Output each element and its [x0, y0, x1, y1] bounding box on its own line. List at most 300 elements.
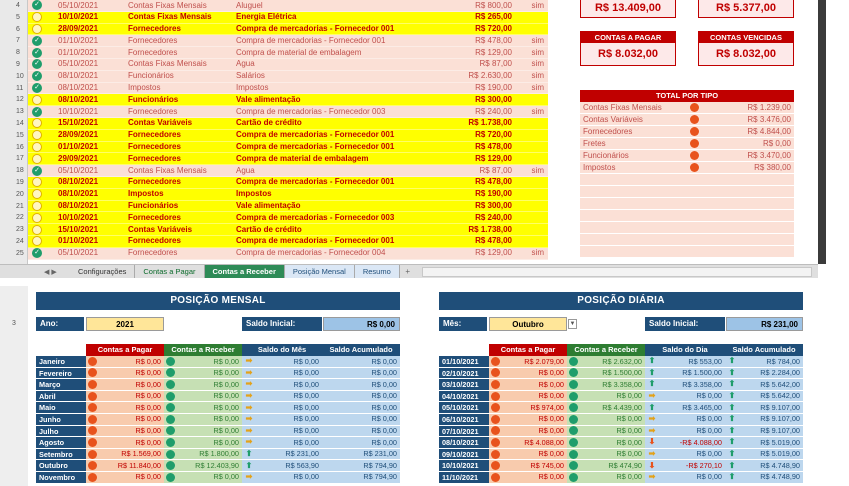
- row-number: 14: [16, 119, 24, 127]
- tipo-name: Contas Fixas Mensais: [583, 103, 662, 112]
- ledger-description: Compra de mercadorias - Fornecedor 001: [236, 35, 386, 45]
- paid-check-icon[interactable]: ✓: [32, 48, 42, 58]
- saldo-inicial-diario-input[interactable]: R$ 231,00: [726, 317, 803, 331]
- pending-circle-icon[interactable]: [32, 12, 42, 22]
- ledger-value: R$ 478,00: [475, 177, 512, 187]
- ledger-date: 28/09/2021: [58, 24, 99, 34]
- ledger-row[interactable]: [28, 201, 548, 213]
- ledger-description: Compra de mercadorias - Fornecedor 004: [236, 248, 386, 258]
- ledger-row[interactable]: [28, 0, 548, 12]
- row-number: 18: [16, 167, 24, 175]
- arrow-up-icon: ⬆: [728, 414, 736, 424]
- red-circle-icon: [491, 392, 500, 401]
- contas-a-receber-value: R$ 0,00: [213, 391, 239, 401]
- paid-check-icon[interactable]: ✓: [32, 71, 42, 81]
- contas-a-pagar-value: R$ 0,00: [538, 414, 564, 424]
- saldo-acumulado-cell: [725, 426, 803, 437]
- contas-a-receber-cell: [567, 460, 645, 471]
- ledger-description: Agua: [236, 59, 255, 69]
- position-row-label: Julho: [36, 426, 86, 437]
- tipo-value: R$ 3.476,00: [747, 115, 791, 124]
- contas-a-receber-value: R$ 2.632,00: [602, 356, 642, 366]
- saldo-cell: [242, 391, 322, 402]
- contas-a-receber-cell: [567, 437, 645, 448]
- row-number: 8: [16, 49, 20, 57]
- tipo-row: [580, 162, 794, 174]
- ledger-row[interactable]: [28, 94, 548, 106]
- posicao-diaria-table: [439, 344, 803, 484]
- ledger-row[interactable]: [28, 83, 548, 95]
- contas-a-receber-cell: [567, 449, 645, 460]
- arrow-side-icon: ➡: [648, 449, 656, 459]
- add-sheet-icon[interactable]: +: [405, 267, 411, 276]
- saldo-acumulado-cell: [725, 460, 803, 471]
- tipo-name: Funcionários: [583, 151, 629, 160]
- saldo-acumulado-cell: [725, 356, 803, 367]
- position-row: [439, 426, 803, 438]
- ledger-date: 15/10/2021: [58, 118, 99, 128]
- tab-contas-a-receber[interactable]: Contas a Receber: [205, 265, 285, 278]
- horizontal-scrollbar[interactable]: [422, 267, 812, 277]
- ledger-paid-flag: sim: [531, 83, 544, 93]
- pending-circle-icon[interactable]: [32, 130, 42, 140]
- ledger-row[interactable]: [28, 35, 548, 47]
- saldo-acumulado-value: R$ 0,00: [371, 391, 397, 401]
- arrow-side-icon: ➡: [245, 367, 253, 377]
- pending-circle-icon[interactable]: [32, 177, 42, 187]
- contas-a-pagar-cell: [489, 356, 567, 367]
- ledger-type: Fornecedores: [128, 47, 178, 57]
- ledger-value: R$ 2.630,00: [468, 71, 512, 81]
- ledger-type: Fornecedores: [128, 142, 181, 152]
- saldo-acumulado-value: R$ 0,00: [371, 414, 397, 424]
- red-circle-icon: [491, 368, 500, 377]
- saldo-acumulado-cell: [322, 472, 400, 483]
- saldo-acumulado-value: R$ 0,00: [371, 368, 397, 378]
- position-row-label: 08/10/2021: [439, 437, 489, 448]
- ledger-row[interactable]: [28, 224, 548, 236]
- saldo-cell: [242, 414, 322, 425]
- ledger-value: R$ 1.738,00: [468, 224, 512, 234]
- tipo-name: Impostos: [583, 163, 616, 172]
- row-number: 11: [16, 84, 24, 92]
- pending-circle-icon[interactable]: [32, 236, 42, 246]
- ledger-value: R$ 300,00: [475, 94, 512, 104]
- saldo-value: R$ 563,90: [285, 460, 319, 470]
- ledger-row[interactable]: [28, 106, 548, 118]
- tab-nav-arrows-icon[interactable]: ◀ ▶: [44, 268, 57, 276]
- vertical-scrollbar[interactable]: [818, 0, 826, 264]
- paid-check-icon[interactable]: ✓: [32, 0, 42, 10]
- position-row: [36, 402, 400, 414]
- ledger-type: Contas Fixas Mensais: [128, 59, 207, 69]
- tipo-value: R$ 4.844,00: [747, 127, 791, 136]
- ledger-description: Vale alimentação: [236, 94, 301, 104]
- contas-a-receber-value: R$ 0,00: [616, 472, 642, 482]
- position-row: [36, 472, 400, 484]
- green-circle-icon: [166, 415, 175, 424]
- position-row-label: 02/10/2021: [439, 368, 489, 379]
- row-number: 3: [12, 320, 16, 327]
- green-circle-icon: [166, 380, 175, 389]
- saldo-value: R$ 0,00: [293, 379, 319, 389]
- position-row-label: 09/10/2021: [439, 449, 489, 460]
- position-row-label: Junho: [36, 414, 86, 425]
- contas-a-receber-cell: [164, 472, 242, 483]
- ledger-row[interactable]: [28, 165, 548, 177]
- ledger-type: Funcionários: [128, 201, 179, 211]
- summary-card-right: [698, 0, 794, 18]
- pending-circle-icon[interactable]: [32, 225, 42, 235]
- green-circle-icon: [569, 473, 578, 482]
- position-row: [36, 449, 400, 461]
- ano-input[interactable]: 2021: [86, 317, 164, 331]
- pending-circle-icon[interactable]: [32, 95, 42, 105]
- saldo-cell: [242, 379, 322, 390]
- tipo-row: [580, 114, 794, 126]
- contas-a-receber-value: R$ 0,00: [213, 414, 239, 424]
- paid-check-icon[interactable]: ✓: [32, 83, 42, 93]
- ledger-row[interactable]: [28, 59, 548, 71]
- arrow-up-icon: ⬆: [728, 437, 736, 447]
- tipo-row: [580, 150, 794, 162]
- ledger-date: 08/10/2021: [58, 94, 99, 104]
- contas-a-receber-value: R$ 474,90: [608, 460, 642, 470]
- ledger-date: 01/10/2021: [58, 47, 99, 57]
- ledger-description: Vale alimentação: [236, 201, 301, 211]
- ledger-value: R$ 1.738,00: [468, 118, 512, 128]
- tab-configuracoes[interactable]: Configurações: [70, 265, 135, 278]
- ledger-row[interactable]: [28, 12, 548, 24]
- arrow-up-icon: ⬆: [728, 425, 736, 435]
- green-circle-icon: [569, 403, 578, 412]
- saldo-acumulado-value: R$ 5.642,00: [760, 379, 800, 389]
- row-headers: [0, 0, 28, 264]
- ledger-row[interactable]: [28, 24, 548, 36]
- contas-a-receber-value: R$ 3.358,00: [602, 379, 642, 389]
- saldo-acumulado-value: R$ 5.642,00: [760, 391, 800, 401]
- arrow-up-icon: ⬆: [728, 449, 736, 459]
- ledger-type: Impostos: [128, 189, 164, 199]
- ledger-row[interactable]: [28, 130, 548, 142]
- red-circle-icon: [88, 368, 97, 377]
- row-number: 25: [16, 249, 24, 257]
- ledger-description: Compra de mercadorias - Fornecedor 001: [236, 142, 395, 152]
- saldo-cell: [645, 356, 725, 367]
- ledger-date: 05/10/2021: [58, 59, 99, 69]
- ledger-date: 05/10/2021: [58, 248, 99, 258]
- saldo-acumulado-cell: [322, 379, 400, 390]
- contas-a-receber-value: R$ 0,00: [213, 426, 239, 436]
- ledger-description: Compra de mercadorias - Fornecedor 003: [236, 106, 386, 116]
- saldo-acumulado-value: R$ 9.107,00: [760, 402, 800, 412]
- arrow-up-icon: ⬆: [728, 460, 736, 470]
- mes-select[interactable]: Outubro: [489, 317, 567, 331]
- red-circle-icon: [491, 438, 500, 447]
- paid-check-icon[interactable]: ✓: [32, 36, 42, 46]
- contas-a-receber-cell: [164, 449, 242, 460]
- contas-a-pagar-cell: [86, 379, 164, 390]
- arrow-side-icon: ➡: [245, 425, 253, 435]
- total-por-tipo-table: [580, 90, 794, 258]
- saldo-value: R$ 0,00: [696, 449, 722, 459]
- ledger-row[interactable]: [28, 177, 548, 189]
- ledger-value: R$ 720,00: [475, 24, 512, 34]
- contas-vencidas-value: R$ 8.032,00: [716, 48, 776, 60]
- row-number: 17: [16, 155, 24, 163]
- contas-a-receber-cell: [164, 414, 242, 425]
- ledger-description: Compra de material de embalagem: [236, 153, 369, 163]
- position-row: [439, 472, 803, 484]
- saldo-value: R$ 0,00: [696, 472, 722, 482]
- saldo-acumulado-cell: [725, 368, 803, 379]
- contas-a-receber-value: R$ 0,00: [213, 368, 239, 378]
- ledger-paid-flag: sim: [531, 35, 544, 45]
- ledger-date: 05/10/2021: [58, 165, 99, 175]
- ledger-row[interactable]: [28, 236, 548, 248]
- position-row: [36, 437, 400, 449]
- pending-circle-icon[interactable]: [32, 213, 42, 223]
- pending-circle-icon[interactable]: [32, 189, 42, 199]
- saldo-acumulado-value: R$ 2.284,00: [760, 368, 800, 378]
- ledger-value: R$ 190,00: [475, 83, 512, 93]
- row-number: 20: [16, 190, 24, 198]
- contas-a-pagar-label: CONTAS A PAGAR: [581, 32, 675, 43]
- header-contas-a-receber: Contas a Receber: [164, 344, 242, 356]
- ledger-row[interactable]: [28, 142, 548, 154]
- ledger-row[interactable]: [28, 248, 548, 260]
- contas-a-pagar-value: R$ 0,00: [538, 426, 564, 436]
- position-row-label: Março: [36, 379, 86, 390]
- paid-check-icon[interactable]: ✓: [32, 107, 42, 117]
- ledger-description: Compra de mercadorias - Fornecedor 001: [236, 177, 395, 187]
- position-row: [36, 391, 400, 403]
- red-circle-icon: [88, 392, 97, 401]
- tipo-empty-row: [580, 174, 794, 186]
- saldo-value: R$ 0,00: [696, 391, 722, 401]
- arrow-up-icon: ⬆: [728, 472, 736, 482]
- contas-a-pagar-cell: [489, 368, 567, 379]
- arrow-up-icon: ⬆: [648, 356, 656, 366]
- contas-a-receber-value: R$ 1.800,00: [199, 449, 239, 459]
- arrow-side-icon: ➡: [648, 391, 656, 401]
- ledger-date: 08/10/2021: [58, 201, 99, 211]
- tipo-name: Fornecedores: [583, 127, 633, 136]
- saldo-value: R$ 0,00: [696, 426, 722, 436]
- ledger-date: 28/09/2021: [58, 130, 99, 140]
- tipo-row: [580, 126, 794, 138]
- position-row-label: Maio: [36, 402, 86, 413]
- arrow-side-icon: ➡: [245, 379, 253, 389]
- saldo-inicial-mensal-input[interactable]: R$ 0,00: [323, 317, 400, 331]
- saldo-value: R$ 0,00: [293, 414, 319, 424]
- ledger-value: R$ 478,00: [475, 35, 512, 45]
- row-number: 13: [16, 108, 24, 116]
- saldo-cell: [645, 391, 725, 402]
- contas-a-pagar-cell: [86, 426, 164, 437]
- contas-a-pagar-cell: [86, 472, 164, 483]
- contas-a-pagar-value: R$ 0,00: [135, 391, 161, 401]
- status-dot-icon: [690, 139, 699, 148]
- position-row: [439, 356, 803, 368]
- ledger-date: 08/10/2021: [58, 71, 99, 81]
- ledger-paid-flag: sim: [531, 59, 544, 69]
- ledger-date: 08/10/2021: [58, 83, 99, 93]
- position-row-label: 06/10/2021: [439, 414, 489, 425]
- contas-a-pagar-value: R$ 8.032,00: [598, 48, 658, 60]
- contas-a-receber-value: R$ 0,00: [616, 449, 642, 459]
- row-number: 24: [16, 237, 24, 245]
- ledger-paid-flag: sim: [531, 248, 544, 258]
- saldo-value: R$ 0,00: [293, 391, 319, 401]
- ledger-description: Impostos: [236, 189, 272, 199]
- contas-a-pagar-cell: [489, 472, 567, 483]
- tipo-value: R$ 0,00: [762, 139, 791, 148]
- red-circle-icon: [88, 461, 97, 470]
- red-circle-icon: [88, 473, 97, 482]
- ledger-date: 01/10/2021: [58, 35, 99, 45]
- contas-a-receber-cell: [567, 379, 645, 390]
- row-number: 15: [16, 131, 24, 139]
- saldo-cell: [645, 437, 725, 448]
- position-row-label: 05/10/2021: [439, 402, 489, 413]
- contas-a-receber-value: R$ 12.403,90: [195, 460, 239, 470]
- ledger-description: Compra de mercadorias - Fornecedor 001: [236, 24, 395, 34]
- ledger-type: Fornecedores: [128, 35, 178, 45]
- posicao-diaria-header: [439, 344, 803, 356]
- arrow-up-icon: ⬆: [728, 391, 736, 401]
- contas-a-pagar-cell: [86, 356, 164, 367]
- contas-a-pagar-value: R$ 11.840,00: [117, 460, 161, 470]
- contas-a-pagar-value: R$ 4.088,00: [524, 437, 564, 447]
- posicao-mensal-title: POSIÇÃO MENSAL: [36, 292, 400, 310]
- ledger-type: Fornecedores: [128, 177, 181, 187]
- ledger-row[interactable]: [28, 189, 548, 201]
- tipo-row: [580, 102, 794, 114]
- ledger-type: Fornecedores: [128, 24, 181, 34]
- paid-check-icon[interactable]: ✓: [32, 248, 42, 258]
- ledger-paid-flag: sim: [531, 71, 544, 81]
- contas-a-receber-value: R$ 0,00: [213, 437, 239, 447]
- ledger-type: Funcionários: [128, 71, 174, 81]
- saldo-acumulado-value: R$ 0,00: [371, 379, 397, 389]
- pending-circle-icon[interactable]: [32, 142, 42, 152]
- saldo-value: R$ 3.358,00: [682, 379, 722, 389]
- saldo-acumulado-value: R$ 0,00: [371, 402, 397, 412]
- red-circle-icon: [88, 415, 97, 424]
- ledger-value: R$ 720,00: [475, 130, 512, 140]
- saldo-acumulado-value: R$ 4.748,90: [760, 472, 800, 482]
- chevron-down-icon[interactable]: ▼: [569, 321, 576, 327]
- ledger-value: R$ 190,00: [475, 189, 512, 199]
- tab-posicao-mensal[interactable]: Posição Mensal: [285, 265, 355, 278]
- tab-contas-a-pagar[interactable]: Contas a Pagar: [135, 265, 204, 278]
- ledger-value: R$ 87,00: [479, 165, 512, 175]
- contas-a-pagar-cell: [489, 379, 567, 390]
- summary-card-left: [580, 0, 676, 18]
- contas-a-receber-cell: [164, 368, 242, 379]
- paid-check-icon[interactable]: ✓: [32, 59, 42, 69]
- header-saldo-do-mes: Saldo do Mês: [242, 344, 322, 356]
- contas-a-receber-cell: [164, 426, 242, 437]
- position-row: [36, 379, 400, 391]
- contas-a-pagar-cell: [86, 391, 164, 402]
- red-circle-icon: [88, 357, 97, 366]
- green-circle-icon: [166, 438, 175, 447]
- ledger-date: 08/10/2021: [58, 177, 99, 187]
- arrow-up-icon: ⬆: [245, 460, 253, 470]
- red-circle-icon: [491, 450, 500, 459]
- saldo-cell: [645, 368, 725, 379]
- red-circle-icon: [88, 380, 97, 389]
- arrow-side-icon: ➡: [648, 414, 656, 424]
- tipo-empty-row: [580, 210, 794, 222]
- ledger-description: Agua: [236, 165, 255, 175]
- tipo-status-cell: [690, 150, 710, 161]
- saldo-cell: [242, 460, 322, 471]
- header-saldo-acumulado: Saldo Acumulado: [322, 344, 400, 356]
- contas-a-receber-value: R$ 0,00: [213, 356, 239, 366]
- red-circle-icon: [88, 450, 97, 459]
- paid-check-icon[interactable]: ✓: [32, 166, 42, 176]
- ledger-type: Contas Fixas Mensais: [128, 165, 207, 175]
- ledger-row[interactable]: [28, 47, 548, 59]
- saldo-acumulado-cell: [322, 449, 400, 460]
- ledger-row[interactable]: [28, 153, 548, 165]
- saldo-value: R$ 0,00: [696, 414, 722, 424]
- pending-circle-icon[interactable]: [32, 201, 42, 211]
- row-number: 9: [16, 60, 20, 68]
- arrow-side-icon: ➡: [245, 402, 253, 412]
- position-row: [36, 368, 400, 380]
- ledger-paid-flag: sim: [531, 0, 544, 10]
- saldo-cell: [242, 437, 322, 448]
- ledger-row[interactable]: [28, 212, 548, 224]
- contas-a-pagar-cell: [489, 460, 567, 471]
- status-dot-icon: [690, 103, 699, 112]
- red-circle-icon: [88, 438, 97, 447]
- mes-label: Mês:: [439, 317, 487, 331]
- ledger-type: Fornecedores: [128, 212, 181, 222]
- tab-resumo[interactable]: Resumo: [355, 265, 400, 278]
- contas-a-pagar-cell: [489, 437, 567, 448]
- header-contas-a-pagar: Contas a Pagar: [489, 344, 567, 356]
- arrow-up-icon: ⬆: [728, 402, 736, 412]
- pending-circle-icon[interactable]: [32, 154, 42, 164]
- pending-circle-icon[interactable]: [32, 118, 42, 128]
- arrow-down-icon: ⬇: [648, 437, 656, 447]
- ledger-value: R$ 129,00: [475, 47, 512, 57]
- saldo-acumulado-value: R$ 0,00: [371, 356, 397, 366]
- ledger-row[interactable]: [28, 71, 548, 83]
- saldo-acumulado-cell: [725, 391, 803, 402]
- ledger-date: 08/10/2021: [58, 189, 99, 199]
- ledger-date: 10/10/2021: [58, 12, 99, 22]
- ledger-description: Compra de mercadorias - Fornecedor 001: [236, 130, 395, 140]
- position-row-label: Setembro: [36, 449, 86, 460]
- ledger-row[interactable]: [28, 118, 548, 130]
- saldo-cell: [645, 449, 725, 460]
- saldo-inicial-mensal-label: Saldo Inicial:: [242, 317, 322, 331]
- saldo-acumulado-cell: [322, 437, 400, 448]
- contas-a-receber-value: R$ 0,00: [213, 402, 239, 412]
- tipo-empty-row: [580, 222, 794, 234]
- pending-circle-icon[interactable]: [32, 24, 42, 34]
- ledger-description: Cartão de crédito: [236, 224, 302, 234]
- saldo-cell: [242, 368, 322, 379]
- ledger-type: Fornecedores: [128, 130, 181, 140]
- position-row-label: 11/10/2021: [439, 472, 489, 483]
